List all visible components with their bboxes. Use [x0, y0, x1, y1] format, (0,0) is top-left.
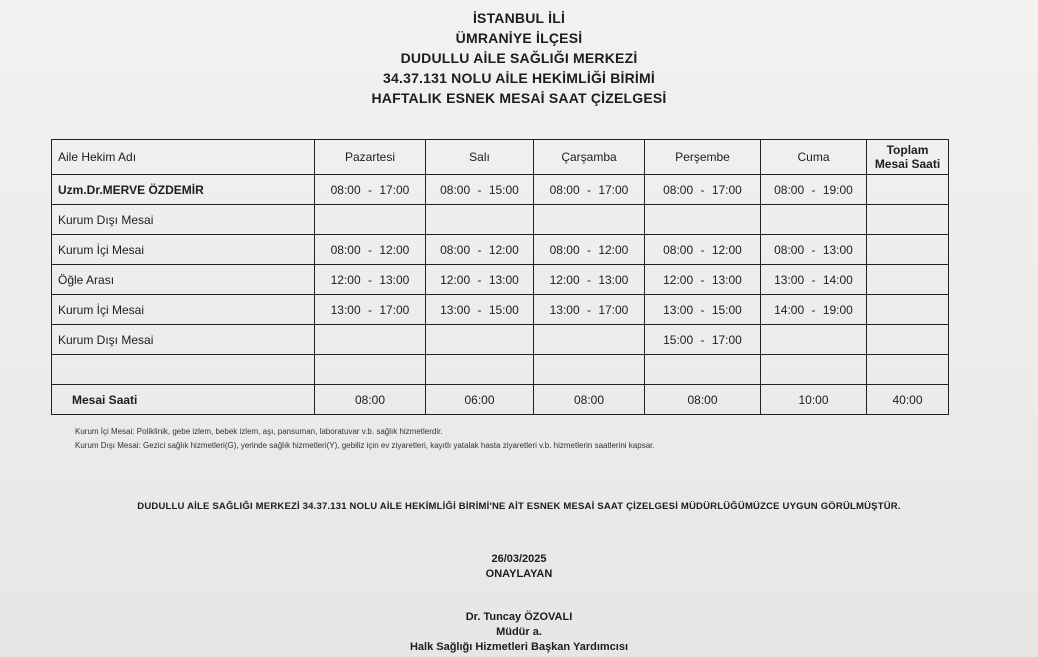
schedule-cell: 08:00 - 17:00 [645, 175, 761, 205]
header-cell-total [867, 140, 949, 175]
total-hours-cell: 08:00 [315, 385, 426, 415]
schedule-cell: 08:00 - 12:00 [645, 235, 761, 265]
row-label-cell: Kurum İçi Mesai [52, 235, 315, 265]
schedule-table [51, 139, 949, 415]
schedule-cell: 08:00 - 17:00 [315, 175, 426, 205]
schedule-cell [867, 265, 949, 295]
signer-position: Halk Sağlığı Hizmetleri Başkan Yardımcısı [409, 641, 629, 653]
schedule-cell [645, 355, 761, 385]
schedule-cell: 08:00 - 12:00 [534, 235, 645, 265]
schedule-cell: 14:00 - 19:00 [761, 295, 867, 325]
schedule-cell: 13:00 - 14:00 [761, 265, 867, 295]
schedule-cell [867, 175, 949, 205]
table-row [52, 295, 949, 325]
schedule-cell [426, 205, 534, 235]
schedule-cell: 08:00 - 17:00 [534, 175, 645, 205]
table-row [52, 175, 949, 205]
total-row-label: Mesai Saati [52, 385, 315, 415]
schedule-cell: 13:00 - 15:00 [645, 295, 761, 325]
signer-role: Müdür a. [496, 626, 542, 638]
header-total-line2: Mesai Saati [874, 157, 941, 171]
signature-block [0, 610, 1038, 655]
table-row [52, 205, 949, 235]
header-province: İSTANBUL İLİ [472, 10, 566, 26]
table-row [52, 265, 949, 295]
header-cell-tuesday: Salı [426, 140, 534, 175]
schedule-cell: 08:00 - 15:00 [426, 175, 534, 205]
signer-name: Dr. Tuncay ÖZOVALI [465, 611, 573, 623]
table-row [52, 325, 949, 355]
schedule-cell [761, 355, 867, 385]
schedule-cell [534, 205, 645, 235]
total-hours-cell: 08:00 [645, 385, 761, 415]
schedule-cell: 12:00 - 13:00 [426, 265, 534, 295]
schedule-cell [315, 325, 426, 355]
row-label-cell: Kurum İçi Mesai [52, 295, 315, 325]
schedule-cell [867, 205, 949, 235]
total-hours-cell: 08:00 [534, 385, 645, 415]
approver-title: ONAYLAYAN [485, 568, 553, 580]
row-label-cell: Kurum Dışı Mesai [52, 325, 315, 355]
schedule-cell [426, 325, 534, 355]
header-cell-name: Aile Hekim Adı [52, 140, 315, 175]
table-header-row [52, 140, 949, 175]
footnotes [75, 425, 655, 453]
schedule-cell: 15:00 - 17:00 [645, 325, 761, 355]
schedule-cell [867, 235, 949, 265]
header-title: HAFTALIK ESNEK MESAİ SAAT ÇİZELGESİ [371, 90, 667, 106]
schedule-cell [315, 205, 426, 235]
schedule-cell: 08:00 - 13:00 [761, 235, 867, 265]
date-block [0, 552, 1038, 582]
schedule-cell [867, 325, 949, 355]
schedule-cell: 13:00 - 17:00 [534, 295, 645, 325]
schedule-cell: 08:00 - 12:00 [315, 235, 426, 265]
schedule-cell: 13:00 - 17:00 [315, 295, 426, 325]
table-body [52, 175, 949, 415]
schedule-cell: 13:00 - 15:00 [426, 295, 534, 325]
total-hours-cell: 10:00 [761, 385, 867, 415]
footnote-external: Kurum Dışı Mesai: Gezici sağlık hizmetleri(G), yerinde sağlık hizmetleri(Y), gebiliz için ev ziyaretleri, kayıtlı yatalak hasta ziyaretleri v.b. hizmetlerin saatlerini kapsar. [75, 441, 655, 450]
header-cell-thursday: Perşembe [645, 140, 761, 175]
header-cell-wednesday: Çarşamba [534, 140, 645, 175]
total-hours-cell: 40:00 [867, 385, 949, 415]
total-row [52, 385, 949, 415]
header-cell-friday: Cuma [761, 140, 867, 175]
schedule-cell [645, 205, 761, 235]
header-unit: 34.37.131 NOLU AİLE HEKİMLİĞİ BİRİMİ [383, 70, 655, 86]
header-total-line1: Toplam [886, 143, 929, 157]
schedule-cell: 08:00 - 12:00 [426, 235, 534, 265]
row-label-cell: Öğle Arası [52, 265, 315, 295]
document-header [0, 8, 1038, 108]
schedule-cell [534, 325, 645, 355]
schedule-cell [867, 355, 949, 385]
doctor-name-cell: Uzm.Dr.MERVE ÖZDEMİR [52, 175, 315, 205]
footnote-internal: Kurum İçi Mesai: Poliklinik, gebe izlem, bebek izlem, aşı, pansuman, laboratuvar v.b. sağlık hizmetlerdir. [75, 427, 443, 436]
row-label-cell [52, 355, 315, 385]
schedule-cell: 12:00 - 13:00 [315, 265, 426, 295]
header-district: ÜMRANİYE İLÇESİ [455, 30, 583, 46]
schedule-cell [315, 355, 426, 385]
header-center: DUDULLU AİLE SAĞLIĞI MERKEZİ [400, 50, 638, 66]
schedule-cell [867, 295, 949, 325]
schedule-cell: 12:00 - 13:00 [645, 265, 761, 295]
schedule-cell [534, 355, 645, 385]
schedule-cell: 08:00 - 19:00 [761, 175, 867, 205]
table-row [52, 235, 949, 265]
approval-statement: DUDULLU AİLE SAĞLIĞI MERKEZİ 34.37.131 NOLU AİLE HEKİMLİĞİ BİRİMİ'NE AİT ESNEK MESAİ SAAT ÇİZELGESİ MÜDÜRLÜĞÜMÜZCE UYGUN GÖRÜLMÜŞTÜR. [137, 501, 901, 512]
row-label-cell: Kurum Dışı Mesai [52, 205, 315, 235]
table-row [52, 355, 949, 385]
schedule-cell [761, 205, 867, 235]
schedule-cell [426, 355, 534, 385]
total-hours-cell: 06:00 [426, 385, 534, 415]
approval-date: 26/03/2025 [491, 553, 547, 565]
schedule-cell: 12:00 - 13:00 [534, 265, 645, 295]
schedule-cell [761, 325, 867, 355]
header-cell-monday: Pazartesi [315, 140, 426, 175]
